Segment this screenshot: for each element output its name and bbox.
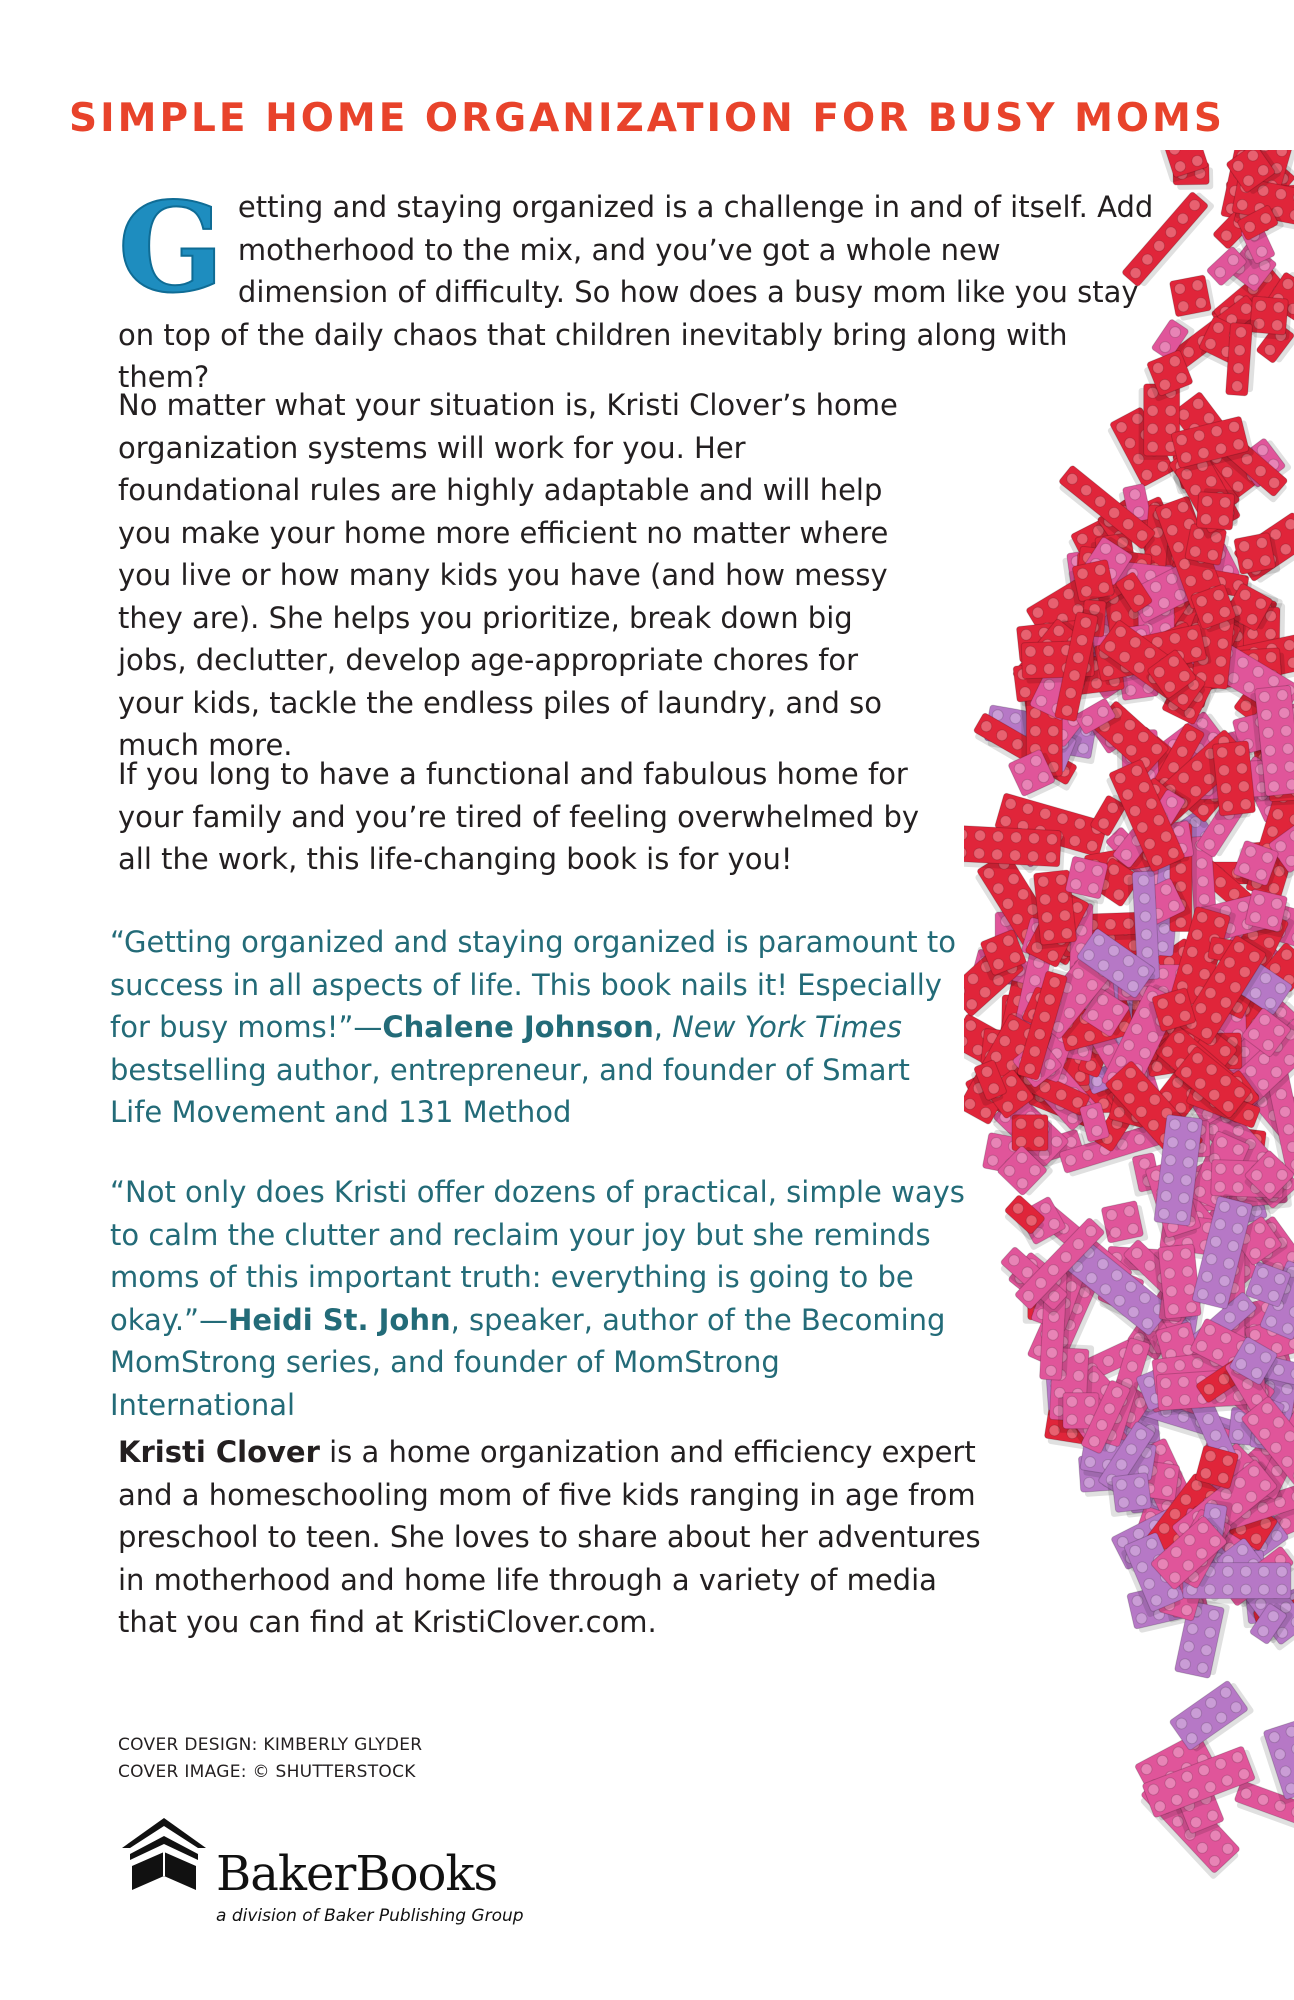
quote-text: Getting organized and staying organized is paramount to success in all aspects of life. This book nails it! Especially for busy moms!”— bbox=[110, 925, 957, 1044]
intro-text: etting and staying organized is a challenge in and of itself. Add motherhood to the mix, and you’ve got a whole new dimension of difficulty. So how does a busy mom like you stay on top of the daily chaos that children inevitably bring along with them? bbox=[118, 190, 1154, 394]
toy-brick bbox=[1234, 532, 1281, 580]
author-bio-text: is a home organization and efficiency expert and a homeschooling mom of five kids ranging in age from preschool to teen. She loves to share about her adventures in motherhood and home life through a variety of media that you can find at KristiClover.com. bbox=[118, 1435, 981, 1639]
quote-open-mark: “ bbox=[110, 1175, 126, 1209]
toy-brick bbox=[1169, 274, 1216, 322]
endorsement-quote-2 bbox=[110, 1171, 970, 1426]
toy-brick bbox=[1064, 856, 1112, 905]
toy-bricks-illustration bbox=[964, 150, 1294, 1910]
cover-credits bbox=[118, 1732, 422, 1786]
cover-design-credit: COVER DESIGN: KIMBERLY GLYDER bbox=[118, 1735, 423, 1755]
cover-image-credit: COVER IMAGE: © SHUTTERSTOCK bbox=[118, 1762, 416, 1782]
toy-brick bbox=[1226, 319, 1258, 397]
intro-paragraph bbox=[118, 176, 1158, 399]
quote-open-mark: “ bbox=[110, 925, 124, 959]
closing-paragraph: If you long to have a functional and fabulous home for your family and you’re tired of feeling overwhelmed by all the work, this life-changing book is for you! bbox=[118, 757, 920, 876]
publisher-logo bbox=[118, 1810, 538, 1930]
description-paragraph: No matter what your situation is, Kristi Clover’s home organization systems will work for you. Her foundational rules are highly adaptable and will help you make your home more efficient no matter where you live or how many kids you have (and how messy they are). She helps you prioritize, break down big jobs, declutter, develop age-appropriate chores for your kids, tackle the endless piles of laundry, and so much more. bbox=[118, 388, 898, 762]
endorser-name: Chalene Johnson bbox=[382, 1010, 654, 1044]
toy-brick bbox=[1107, 1472, 1153, 1517]
toy-brick bbox=[1207, 741, 1256, 821]
author-bio bbox=[118, 1431, 998, 1644]
toy-brick bbox=[1101, 1200, 1149, 1248]
endorser-credentials: bestselling author, entrepreneur, and founder of Smart Life Movement and 131 Method bbox=[110, 1052, 910, 1129]
author-name: Kristi Clover bbox=[118, 1435, 320, 1469]
publisher-book-icon bbox=[118, 1814, 210, 1894]
endorser-name: Heidi St. John bbox=[228, 1302, 451, 1337]
toy-brick bbox=[964, 825, 1065, 872]
endorsement-quote-1 bbox=[110, 921, 970, 1134]
quote-text: Not only does Kristi offer dozens of practical, simple ways to calm the clutter and reclaim your joy but she reminds moms of this important truth: everything is going to be okay.”— bbox=[110, 1175, 965, 1337]
drop-cap: G bbox=[118, 176, 224, 321]
publisher-name: BakerBooks bbox=[216, 1846, 498, 1902]
toy-brick bbox=[1153, 1244, 1202, 1324]
quote-separator: , bbox=[653, 1010, 673, 1044]
publication-title: New York Times bbox=[672, 1010, 902, 1044]
headline: SIMPLE HOME ORGANIZATION FOR BUSY MOMS bbox=[69, 96, 1225, 141]
publisher-subtitle: a division of Baker Publishing Group bbox=[216, 1906, 524, 1926]
endorser-credentials: , speaker, author of the Becoming MomStrong series, and founder of MomStrong International bbox=[110, 1302, 946, 1422]
toy-brick bbox=[1196, 488, 1240, 531]
